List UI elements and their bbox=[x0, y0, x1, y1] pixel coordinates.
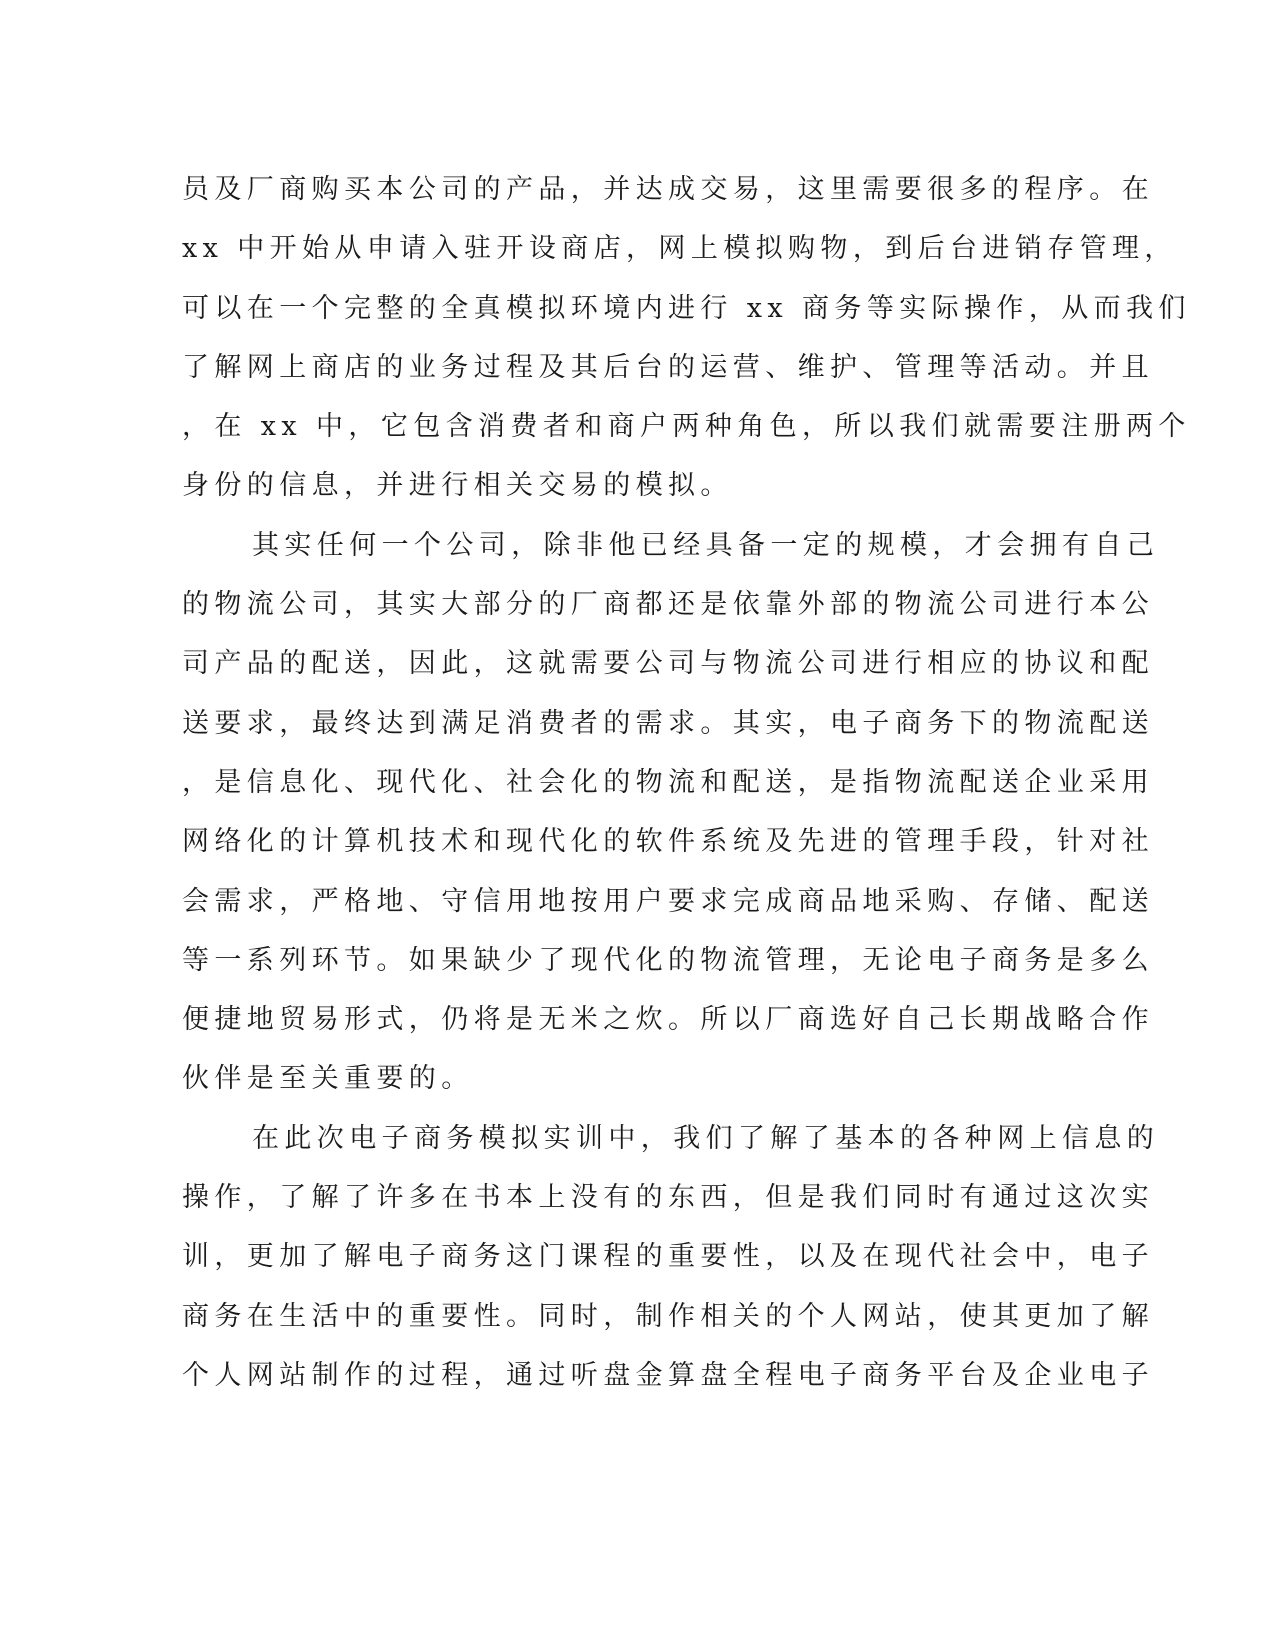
text-line: 了解网上商店的业务过程及其后台的运营、维护、管理等活动。并且 bbox=[182, 351, 1154, 383]
text-line: 伙伴是至关重要的。 bbox=[182, 1063, 474, 1095]
text-line: 在此次电子商务模拟实训中，我们了解了基本的各种网上信息的 bbox=[252, 1122, 1160, 1154]
paragraph-3 bbox=[182, 1109, 1160, 1405]
text-line: 其实任何一个公司，除非他已经具备一定的规模，才会拥有自己 bbox=[252, 529, 1160, 561]
text-line: 身份的信息，并进行相关交易的模拟。 bbox=[182, 470, 733, 502]
document-body bbox=[182, 160, 1191, 1405]
text-line: 等一系列环节。如果缺少了现代化的物流管理，无论电子商务是多么 bbox=[182, 944, 1154, 976]
text-line: 操作，了解了许多在书本上没有的东西，但是我们同时有通过这次实 bbox=[182, 1182, 1154, 1214]
text-line: 可以在一个完整的全真模拟环境内进行 xx 商务等实际操作，从而我们 bbox=[182, 292, 1191, 324]
text-line: 个人网站制作的过程，通过听盘金算盘全程电子商务平台及企业电子 bbox=[182, 1359, 1154, 1391]
text-line: 便捷地贸易形式，仍将是无米之炊。所以厂商选好自己长期战略合作 bbox=[182, 1004, 1154, 1036]
paragraph-2 bbox=[182, 516, 1160, 1109]
text-line: ，在 xx 中，它包含消费者和商户两种角色，所以我们就需要注册两个 bbox=[182, 411, 1191, 443]
text-line: 商务在生活中的重要性。同时，制作相关的个人网站，使其更加了解 bbox=[182, 1300, 1154, 1332]
text-line: 员及厂商购买本公司的产品，并达成交易，这里需要很多的程序。在 bbox=[182, 174, 1154, 205]
text-line: 会需求，严格地、守信用地按用户要求完成商品地采购、存储、配送 bbox=[182, 885, 1154, 917]
text-line: 送要求，最终达到满足消费者的需求。其实，电子商务下的物流配送 bbox=[182, 707, 1154, 739]
text-line: 训，更加了解电子商务这门课程的重要性，以及在现代社会中，电子 bbox=[182, 1241, 1154, 1273]
text-line: 司产品的配送，因此，这就需要公司与物流公司进行相应的协议和配 bbox=[182, 648, 1154, 680]
text-line: 的物流公司，其实大部分的厂商都还是依靠外部的物流公司进行本公 bbox=[182, 589, 1154, 621]
text-line: 网络化的计算机技术和现代化的软件系统及先进的管理手段，针对社 bbox=[182, 826, 1154, 858]
text-line: ，是信息化、现代化、社会化的物流和配送，是指物流配送企业采用 bbox=[182, 766, 1154, 798]
text-line: xx 中开始从申请入驻开设商店，网上模拟购物，到后台进销存管理， bbox=[182, 233, 1177, 265]
paragraph-1 bbox=[182, 160, 1191, 516]
